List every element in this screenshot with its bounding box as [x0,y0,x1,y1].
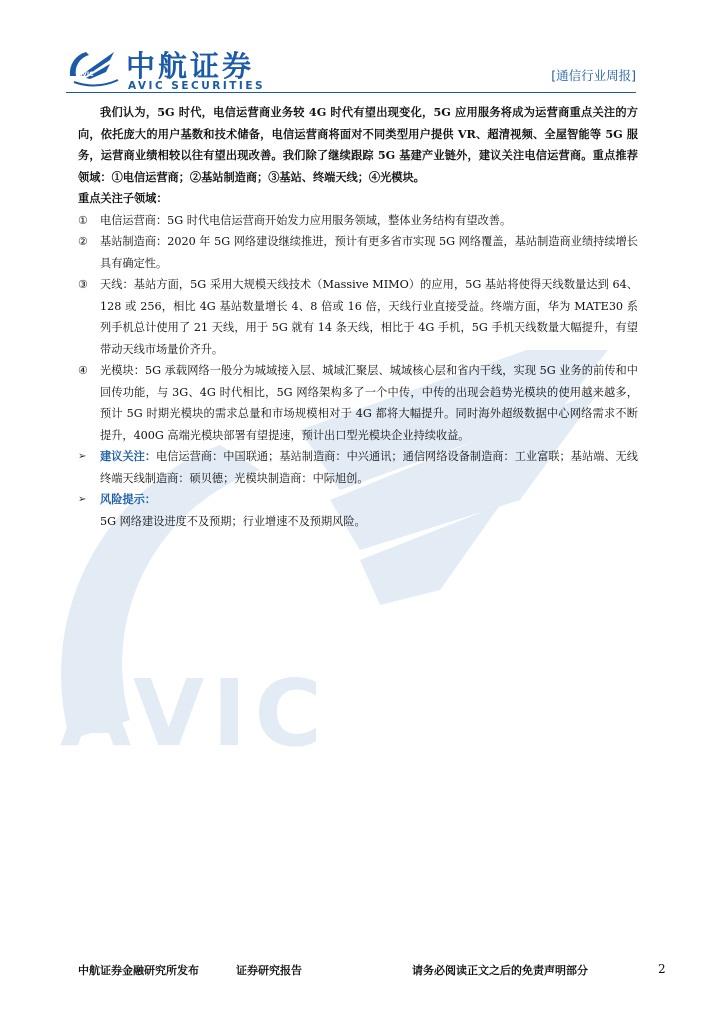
focus-heading: 重点关注子领域： [78,191,168,205]
item-number: ② [78,235,89,248]
item-number: ① [78,213,89,227]
arrow-bullet-icon: ➢ [78,494,87,505]
risk-label: 风险提示： [100,492,156,506]
item-text: 电信运营商：5G 时代电信运营商开始发力应用服务领域，整体业务结构有望改善。 [100,213,512,227]
item-number: ③ [78,278,89,291]
footer-disclaimer: 请务必阅读正文之后的免责声明部分 [412,964,588,977]
risk-text: 5G 网络建设进度不及预期；行业增速不及预期风险。 [100,514,366,528]
list-item [78,210,638,232]
list-item [78,231,638,274]
arrow-bullet-icon: ➢ [78,451,87,462]
risk-row [78,489,638,511]
lead-paragraph: 我们认为，5G 时代，电信运营商业务较 4G 时代有望出现变化，5G 应用服务将成为运营商重点关注的方向，依托庞大的用户基数和技术储备，电信运营商将面对不同类型用户提供 VR、超清视频、全屋智能等 5G 服务，运营商业绩相较以往有望出现改善。我们除了继续跟踪 5G 基建产业链外，建议关注电信运营商。重点推荐领域：①电信运营商；②基站制造商；③基站、终端天线；④光模块。 [78,105,638,184]
watermark-text: AVIC [60,660,330,767]
svg-text:AVIC: AVIC [78,71,94,78]
brand-name-en: AVIC SECURITIES [128,80,266,92]
footer-publisher: 中航证券金融研究所发布 [78,964,199,977]
report-category-tag: [通信行业周报] [551,68,636,83]
page-header [66,40,636,96]
item-text: 天线：基站方面，5G 采用大规模天线技术（Massive MIMO）的应用，5G 基站将使得天线数量达到 64、128 或 256，相比 4G 基站数量增长 4、8 倍或 16 倍，天线行业直接受益。终端方面，华为 MATE30 系列手机总计使用了 21 天线，用于 5G 就有 14 条天线，相比于 4G 手机，5G 手机天线数量大幅提升，有望带动天线市场量价齐升。 [100,278,638,356]
brand-name-cn: 中航证券 [126,49,255,83]
avic-logo-icon [66,46,126,92]
item-number: ④ [78,364,89,377]
item-text: 光模块：5G 承载网络一般分为城域接入层、城域汇聚层、城域核心层和省内干线，实现 5G 业务的前传和中回传功能，与 3G、4G 时代相比，5G 网络架构多了一个中传，中传的出现会趋势光模块的使用越来越多，预计 5G 时期光模块的需求总量和市场规模相对于 4G 都将大幅提升。同时海外超级数据中心网络需求不断提升，400G 高端光模块部署有望提速，预计出口型光模块企业持续收益。 [100,364,638,442]
report-body [78,102,638,532]
recommendation-label: 建议关注： [100,449,157,463]
list-item [78,360,638,446]
recommendation-row [78,446,638,489]
list-item [78,274,638,360]
footer-report-type: 证券研究报告 [236,964,302,977]
recommendation-text: 电信运营商：中国联通；基站制造商：中兴通讯；通信网络设备制造商：工业富联；基站端、无线终端天线制造商：硕贝德；光模块制造商：中际旭创。 [100,450,638,485]
item-text: 基站制造商：2020 年 5G 网络建设继续推进，预计有更多省市实现 5G 网络覆盖，基站制造商业绩持续增长具有确定性。 [100,235,638,270]
page-number: 2 [658,962,666,976]
header-divider [66,92,636,93]
